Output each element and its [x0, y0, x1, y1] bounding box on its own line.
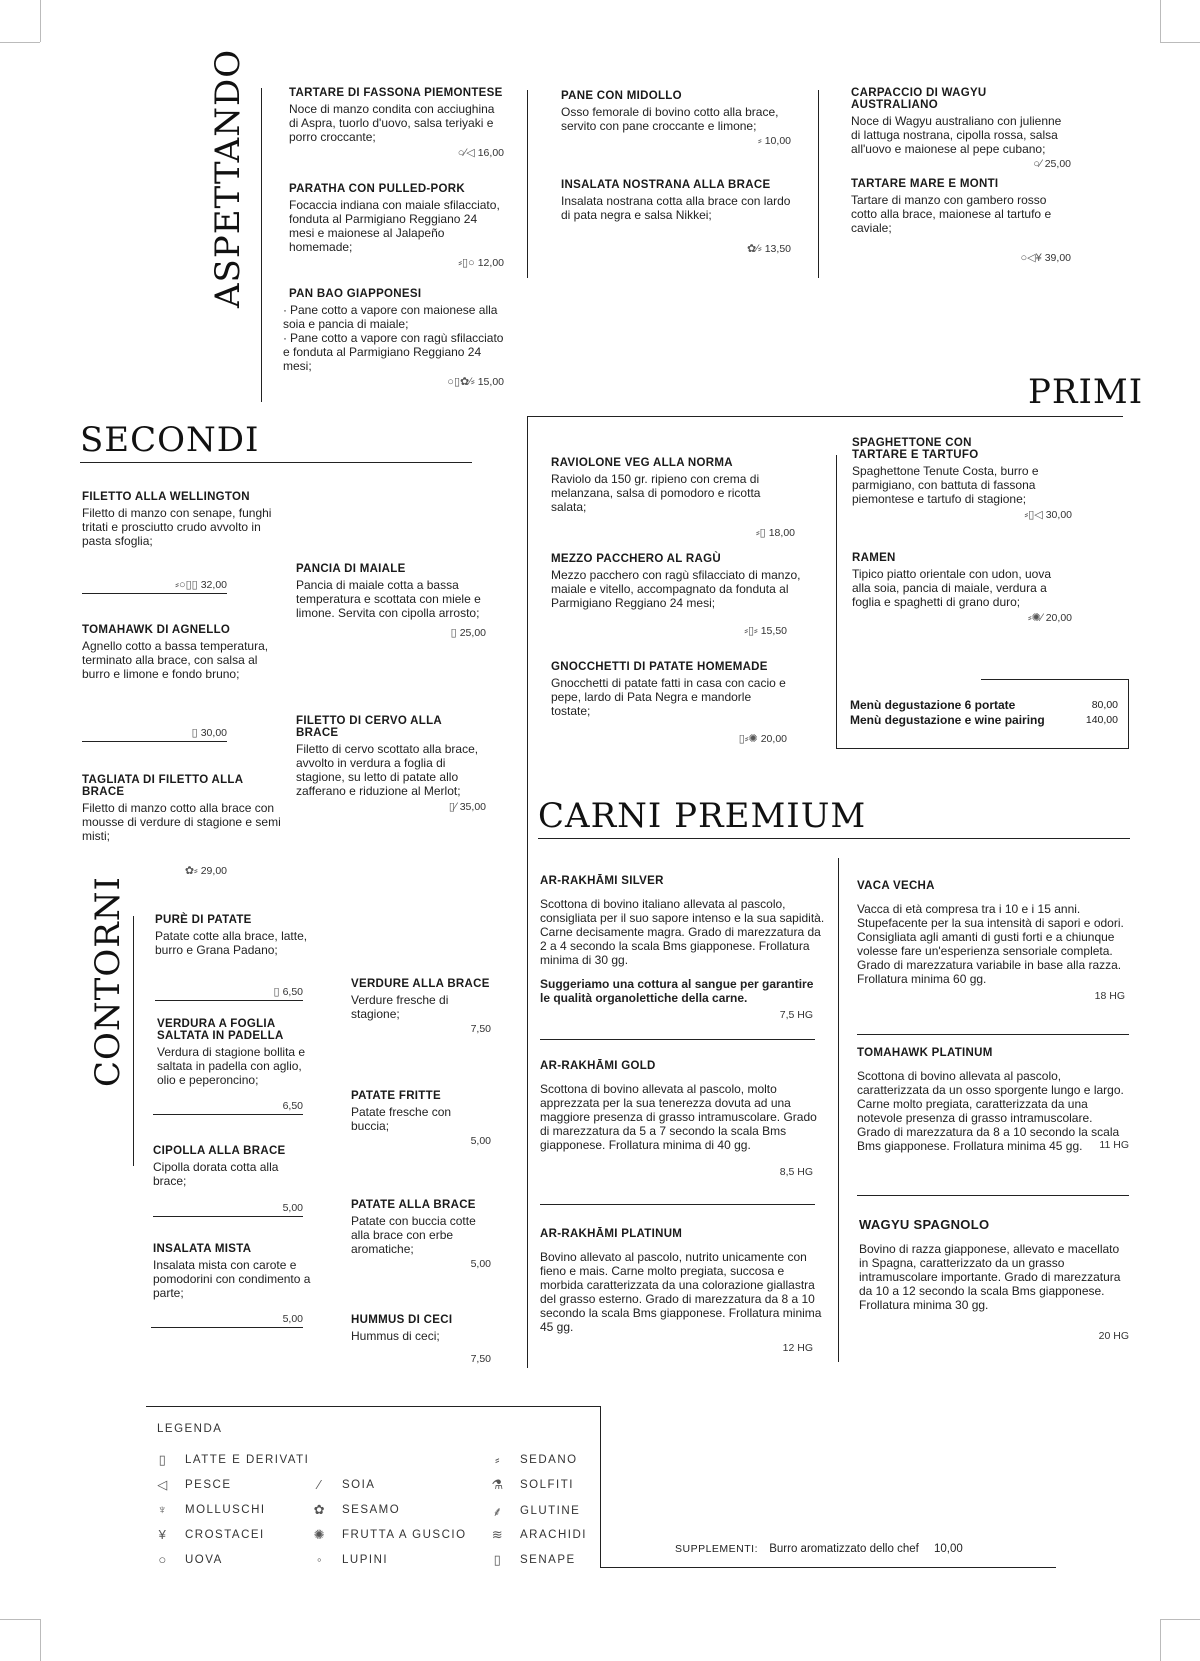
price-line [82, 576, 227, 594]
price-line [153, 1098, 303, 1115]
item-name: CIPOLLA ALLA BRACE [153, 1145, 286, 1157]
item-desc: Filetto di manzo con senape, funghi tritati e prosciutto crudo avvolto in pasta sfoglia; [82, 506, 272, 548]
item-name: PURÈ DI PATATE [155, 914, 252, 926]
item-name: PANE CON MIDOLLO [561, 90, 682, 102]
menu-item [859, 1217, 1129, 1342]
allergen-icons: ▯⸗✺ [738, 733, 758, 745]
item-desc: Insalata nostrana cotta alla brace con lardo di pata negra e salsa Nikkei; [561, 194, 791, 222]
menu-item [296, 563, 486, 639]
item-name: INSALATA MISTA [153, 1243, 252, 1255]
supplementi-label: SUPPLEMENTI: [675, 1543, 759, 1555]
item-desc: Filetto di cervo scottato alla brace, avvolto in verdura a foglia di stagione, su letto di patate allo zafferano e riduzione al Merlot; [296, 742, 479, 798]
item-desc: Scottona di bovino italiano allevata al pascolo, consigliata per il suo sapore intenso e la sua sapidità. Carne decisamente magra. Grado di marezzatura da 2 a 4 secondo la scala Bms giapponese. Frollatura minima di 30 gg. [540, 897, 825, 967]
menu-item [561, 179, 791, 255]
crop-mark [0, 1619, 40, 1620]
crop-mark [1160, 42, 1200, 43]
item-name: HUMMUS DI CECI [351, 1314, 453, 1326]
item-price: 18,00 [768, 526, 795, 539]
menu-item [82, 491, 282, 548]
item-desc: Patate cotte alla brace, latte, burro e Grana Padano; [155, 929, 308, 957]
legend-item [312, 1527, 467, 1543]
allergen-icons: ⸗▯⸗ [744, 625, 758, 637]
crop-mark [1160, 1619, 1200, 1620]
divider [527, 416, 528, 1368]
item-price: 39,00 [1044, 251, 1071, 264]
sulfite-icon: ⚗ [491, 1477, 505, 1492]
item-price: 15,00 [477, 375, 504, 388]
legend-label: ARACHIDI [520, 1529, 587, 1541]
item-name: TAGLIATA DI FILETTO ALLA BRACE [82, 774, 243, 798]
item-name: VERDURA A FOGLIA [157, 1018, 276, 1030]
item-price: 11 HG [1099, 1139, 1129, 1151]
menu-item [283, 288, 504, 388]
item-price: 25,00 [459, 626, 486, 639]
legend-label: SEDANO [520, 1453, 578, 1466]
legend-label: SENAPE [520, 1554, 576, 1566]
legend-label: UOVA [185, 1553, 223, 1566]
supplementi-price: 10,00 [934, 1543, 963, 1555]
legend-label: SOIA [342, 1478, 376, 1491]
item-desc: Noce di manzo condita con acciughina di Aspra, tuorlo d'uovo, salsa teriyaki e porro croccante; [289, 102, 495, 144]
item-price: 20 HG [1098, 1330, 1129, 1342]
menu-item [153, 1243, 313, 1300]
item-desc: Gnocchetti di patate fatti in casa con cacio e pepe, lardo di Pata Negra e mandorle tostate; [551, 676, 786, 718]
item-desc: · Pane cotto a vapore con ragù sfilacciato e fonduta al Parmigiano Reggiano 24 mesi; [283, 331, 504, 373]
menu-item [857, 1047, 1129, 1151]
crop-mark [40, 0, 41, 42]
degustazione-price: 80,00 [1091, 699, 1118, 711]
allergen-icons: ⸗▯ [756, 527, 766, 539]
allergen-icons: ⸗▯○ [458, 257, 475, 269]
menu-item [289, 183, 504, 269]
menu-item [155, 914, 335, 957]
menu-item [540, 875, 825, 1021]
section-title-carni-premium: CARNI PREMIUM [538, 796, 867, 836]
legend-label: FRUTTA A GUSCIO [342, 1529, 467, 1541]
item-desc: Cipolla dorata cotta alla brace; [153, 1160, 279, 1188]
item-desc: Insalata mista con carote e pomodorini con condimento a parte; [153, 1258, 311, 1300]
item-price: 35,00 [459, 800, 486, 813]
allergen-icons: ○▯✿⁄⸗ [447, 376, 475, 388]
item-name: PATATE ALLA BRACE [351, 1199, 476, 1211]
legend-item [155, 1502, 266, 1517]
crop-mark [1160, 1619, 1161, 1661]
item-price: 30,00 [200, 726, 227, 739]
item-name: TOMAHAWK DI AGNELLO [82, 624, 231, 636]
menu-item [82, 624, 272, 681]
item-desc: Scottona di bovino allevata al pascolo, caratterizzata da un osso sporgente lungo e largo. Carne molto pregiata, caratterizzata da una notevole presenza di grasso intramuscolare. Grado di marezzatura da 8 a 10 secondo la scala Bms giapponese. Frollatura minima 45 gg. [857, 1069, 1124, 1153]
item-name: SALTATA IN PADELLA [157, 1030, 284, 1042]
degustazione-price: 140,00 [1085, 714, 1118, 726]
item-price: 5,00 [470, 1135, 491, 1147]
item-name: FILETTO DI CERVO ALLA BRACE [296, 715, 442, 739]
item-desc: Hummus di ceci; [351, 1329, 440, 1343]
item-name: RAVIOLONE VEG ALLA NORMA [551, 457, 733, 469]
menu-item [851, 87, 1071, 170]
menu-item [351, 978, 491, 1035]
legend-label: MOLLUSCHI [185, 1503, 266, 1516]
item-desc: Noce di Wagyu australiano con julienne di lattuga nostrana, cipolla rossa, salsa all'uovo e maionese al pepe cubano; [851, 114, 1062, 156]
item-price: 29,00 [200, 864, 227, 877]
item-name: TOMAHAWK PLATINUM [857, 1047, 993, 1059]
menu-item [852, 552, 1072, 624]
legend-label: CROSTACEI [185, 1528, 265, 1541]
item-name: PARATHA CON PULLED-PORK [289, 183, 465, 195]
menu-item [540, 1060, 825, 1178]
degustazione-label: Menù degustazione e wine pairing [850, 713, 1045, 727]
legend-item [312, 1477, 375, 1492]
legend-item [312, 1552, 388, 1567]
item-price: 18 HG [1094, 990, 1125, 1002]
divider [857, 1195, 1129, 1196]
allergen-icons: ⸗ [758, 135, 762, 147]
menu-item [551, 661, 791, 745]
divider [80, 462, 472, 463]
item-price: 5,00 [470, 1258, 491, 1270]
nut-icon: ✺ [313, 1527, 327, 1542]
divider [527, 90, 528, 278]
crop-mark [0, 42, 40, 43]
divider [836, 748, 1129, 749]
menu-item [551, 457, 795, 539]
allergen-icons: ⸗▯◁ [1024, 509, 1043, 521]
divider [540, 1204, 815, 1205]
egg-icon: ○ [158, 1552, 168, 1567]
item-name: TARTARE E TARTUFO [852, 449, 979, 461]
item-name: SPAGHETTONE CON [852, 437, 972, 449]
divider [133, 916, 134, 1166]
menu-item [82, 774, 282, 843]
sesame-icon: ✿ [313, 1502, 327, 1517]
degustazione-menu [850, 698, 1118, 728]
item-name: INSALATA NOSTRANA ALLA BRACE [561, 179, 771, 191]
mustard-icon: ▯ [493, 1552, 503, 1567]
item-price: 12,00 [477, 256, 504, 269]
menu-item [851, 178, 1071, 264]
divider [836, 455, 837, 749]
allergen-icons: ⸗✺⁄ [1028, 612, 1043, 624]
item-desc: Patate fresche con buccia; [351, 1105, 452, 1133]
divider [540, 1039, 815, 1040]
menu-item [351, 1199, 491, 1270]
item-desc: Verdura di stagione bollita e saltata in padella con aglio, olio e peperoncino; [157, 1045, 306, 1087]
menu-item [852, 437, 1072, 521]
item-name: AR-RAKHĀMI PLATINUM [540, 1228, 683, 1240]
divider [1128, 679, 1129, 749]
item-desc: Vacca di età compresa tra i 10 e i 15 anni. Stupefacente per la sua intensità di sapori e odori. Consigliata agli amanti di gusti forti e a chiunque volesse fare un'esperienza sensoriale completa. Grado di marezzatura variabile in base alla razza. Frollatura minima 60 gg. [857, 902, 1124, 986]
menu-item [351, 1090, 491, 1147]
legend-item [155, 1552, 223, 1567]
item-desc: Osso femorale di bovino cotto alla brace, servito con pane croccante e limone; [561, 105, 779, 133]
item-name: WAGYU SPAGNOLO [859, 1217, 990, 1232]
allergen-icons: ▯ [450, 627, 457, 639]
allergen-icons: ▯ [273, 986, 280, 998]
item-name: TARTARE MARE E MONTI [851, 178, 999, 190]
legend-item [490, 1452, 578, 1467]
allergen-icons: ▯⁄ [448, 801, 457, 813]
section-title-secondi: SECONDI [80, 420, 260, 460]
item-desc: Focaccia indiana con maiale sfilacciato, fonduta al Parmigiano Reggiano 24 mesi e maionese al Jalapeño homemade; [289, 198, 500, 254]
item-price: 32,00 [200, 578, 227, 591]
allergen-icons: ⸗○▯▯ [175, 579, 198, 591]
section-title-primi: PRIMI [1028, 372, 1144, 412]
item-name: RAMEN [852, 552, 896, 564]
item-name: PANCIA DI MAIALE [296, 563, 406, 575]
item-price: 10,00 [764, 135, 791, 147]
menu-item [296, 715, 486, 813]
menu-item [561, 90, 791, 147]
legend-title: LEGENDA [157, 1423, 223, 1435]
legend-label: SESAMO [342, 1504, 401, 1516]
item-price: 5,00 [282, 1202, 303, 1214]
item-price: 5,00 [282, 1313, 303, 1325]
menu-item [857, 880, 1142, 1002]
allergen-icons: ▯ [191, 727, 198, 739]
legend-item [490, 1477, 574, 1493]
item-name: MEZZO PACCHERO AL RAGÙ [551, 553, 721, 565]
gluten-icon: ⸙ [492, 1504, 504, 1519]
item-desc: Mezzo pacchero con ragù sfilacciato di manzo, maiale e vitello, accompagnato da fonduta al Parmigiano Reggiano 24 mesi; [551, 568, 801, 610]
legend-label: PESCE [185, 1479, 232, 1491]
item-desc: Agnello cotto a bassa temperatura, terminato alla brace, con salsa al burro e limone e fondo bruno; [82, 639, 269, 681]
legend-label: SOLFITI [520, 1479, 574, 1491]
legend-label: LATTE E DERIVATI [185, 1454, 310, 1466]
item-name: AR-RAKHĀMI SILVER [540, 875, 664, 887]
price-line [153, 1200, 303, 1217]
item-price: 12 HG [782, 1342, 813, 1354]
divider [527, 416, 1123, 417]
item-price: 6,50 [282, 985, 303, 998]
fish-icon: ◁ [157, 1477, 169, 1492]
degustazione-row [850, 713, 1118, 728]
section-title-aspettando: ASPETTANDO [208, 48, 248, 308]
price-line [82, 724, 227, 742]
item-price: 30,00 [1045, 508, 1072, 521]
item-desc: Bovino di razza giapponese, allevato e macellato in Spagna, caratterizzato da un grasso intramuscolare importante. Grado di marezzatura da 10 a 12 secondo la scala Bms giapponese. Frollatura minima 30 gg. [859, 1242, 1121, 1312]
item-name: GNOCCHETTI DI PATATE HOMEMADE [551, 661, 768, 673]
peanut-icon: ≋ [491, 1527, 505, 1542]
item-desc: Bovino allevato al pascolo, nutrito unicamente con fieno e mais. Carne molto pregiata, succosa e morbida caratterizzata da una colorazione giallastra del grasso esterno. Grado di marezzatura da 8 a 10 secondo la scala Bms giapponese. Frollatura minima 45 gg. [540, 1250, 822, 1334]
section-title-contorni: CONTORNI [88, 876, 128, 1087]
divider [818, 90, 819, 278]
item-desc: Spaghettone Tenute Costa, burro e parmigiano, con battuta di fassona piemontese e tartufo di stagione; [852, 464, 1039, 506]
divider [146, 1406, 600, 1407]
item-desc: Verdure fresche di stagione; [351, 993, 449, 1021]
divider [981, 679, 1129, 680]
menu-item [540, 1228, 830, 1354]
lupin-icon: ◦ [316, 1552, 324, 1567]
degustazione-label: Menù degustazione 6 portate [850, 698, 1016, 712]
legend-item [312, 1502, 400, 1518]
price-line [155, 983, 303, 1001]
allergen-icons: ○◁¥ [1020, 252, 1042, 264]
legend-label: LUPINI [342, 1553, 389, 1566]
degustazione-row [850, 698, 1118, 713]
item-desc: Scottona di bovino allevata al pascolo, molto apprezzata per la sua tenerezza dovuta ad una maggiore presenza di grasso intramuscolare. Grado di marezzatura da 5 a 7 secondo la scala Bms giapponese. Frollatura minima di 40 gg. [540, 1082, 817, 1152]
mollusc-icon: ♆ [157, 1502, 169, 1517]
item-price: 15,50 [760, 624, 787, 637]
supplementi-item: Burro aromatizzato dello chef [769, 1543, 919, 1555]
item-name: CARPACCIO DI WAGYU AUSTRALIANO [851, 87, 987, 111]
item-desc: Filetto di manzo cotto alla brace con mousse di verdure di stagione e semi misti; [82, 801, 281, 843]
item-price: 7,50 [470, 1023, 491, 1035]
legend-item [155, 1477, 232, 1493]
item-price: 25,00 [1044, 158, 1071, 170]
legend-item [490, 1552, 576, 1568]
divider [600, 1567, 1056, 1568]
allergen-icons: ✿⁄⸗ [747, 243, 762, 255]
item-desc: · Pane cotto a vapore con maionese alla soia e pancia di maiale; [283, 303, 504, 331]
divider [600, 1406, 601, 1568]
item-name: PATATE FRITTE [351, 1090, 441, 1102]
item-desc: Tartare di manzo con gambero rosso cotto alla brace, maionese al tartufo e caviale; [851, 193, 1052, 235]
item-name: VACA VECHA [857, 880, 935, 892]
item-note: Suggeriamo una cottura al sangue per garantire le qualità organolettiche della carne. [540, 977, 814, 1005]
item-desc: Raviolo da 150 gr. ripieno con crema di melanzana, salsa di pomodoro e ricotta salata; [551, 472, 761, 514]
item-name: FILETTO ALLA WELLINGTON [82, 491, 250, 503]
item-price: 7,5 HG [779, 1009, 813, 1021]
crop-mark [1160, 0, 1161, 42]
item-name: VERDURE ALLA BRACE [351, 978, 490, 990]
menu-item [157, 1018, 322, 1087]
divider [857, 1034, 1129, 1035]
allergen-icons: ✿⸗ [184, 865, 198, 877]
legend-item [155, 1527, 265, 1542]
item-price: 20,00 [1045, 611, 1072, 624]
item-desc: Pancia di maiale cotta a bassa temperatura e scottata con miele e limone. Servita con cipolla arrosto; [296, 578, 481, 620]
crustacean-icon: ¥ [158, 1527, 168, 1542]
divider [538, 838, 1130, 839]
divider [838, 858, 839, 1362]
item-desc: Patate con buccia cotte alla brace con erbe aromatiche; [351, 1214, 476, 1256]
menu-item [551, 553, 807, 637]
legend-item [490, 1502, 580, 1520]
item-name: TARTARE DI FASSONA PIEMONTESE [289, 87, 503, 99]
divider [261, 88, 262, 402]
price-line [151, 1311, 303, 1328]
crop-mark [40, 1619, 41, 1661]
milk-icon: ▯ [158, 1452, 168, 1467]
legend-item [155, 1452, 309, 1468]
menu-item [289, 87, 504, 159]
soy-icon: ⁄ [318, 1477, 322, 1492]
item-name: PAN BAO GIAPPONESI [289, 288, 422, 300]
item-price: 16,00 [477, 146, 504, 159]
price-line [82, 862, 227, 877]
item-price: 7,50 [470, 1353, 491, 1365]
menu-item [351, 1314, 491, 1365]
item-price: 8,5 HG [779, 1166, 813, 1178]
allergen-icons: ○⁄ [1033, 158, 1042, 170]
allergen-icons: ○⁄◁ [457, 147, 475, 159]
menu-item [153, 1145, 313, 1188]
item-price: 20,00 [760, 732, 787, 745]
supplementi [675, 1543, 963, 1555]
item-name: AR-RAKHĀMI GOLD [540, 1060, 656, 1072]
legend-label: GLUTINE [520, 1505, 581, 1517]
item-price: 13,50 [764, 242, 791, 255]
legend-item [490, 1527, 587, 1543]
celery-icon: ⸗ [495, 1452, 501, 1467]
item-desc: Tipico piatto orientale con udon, uova alla soia, pancia di maiale, verdura a foglia e spaghetti di grano duro; [852, 567, 1052, 609]
item-price: 6,50 [282, 1100, 303, 1112]
